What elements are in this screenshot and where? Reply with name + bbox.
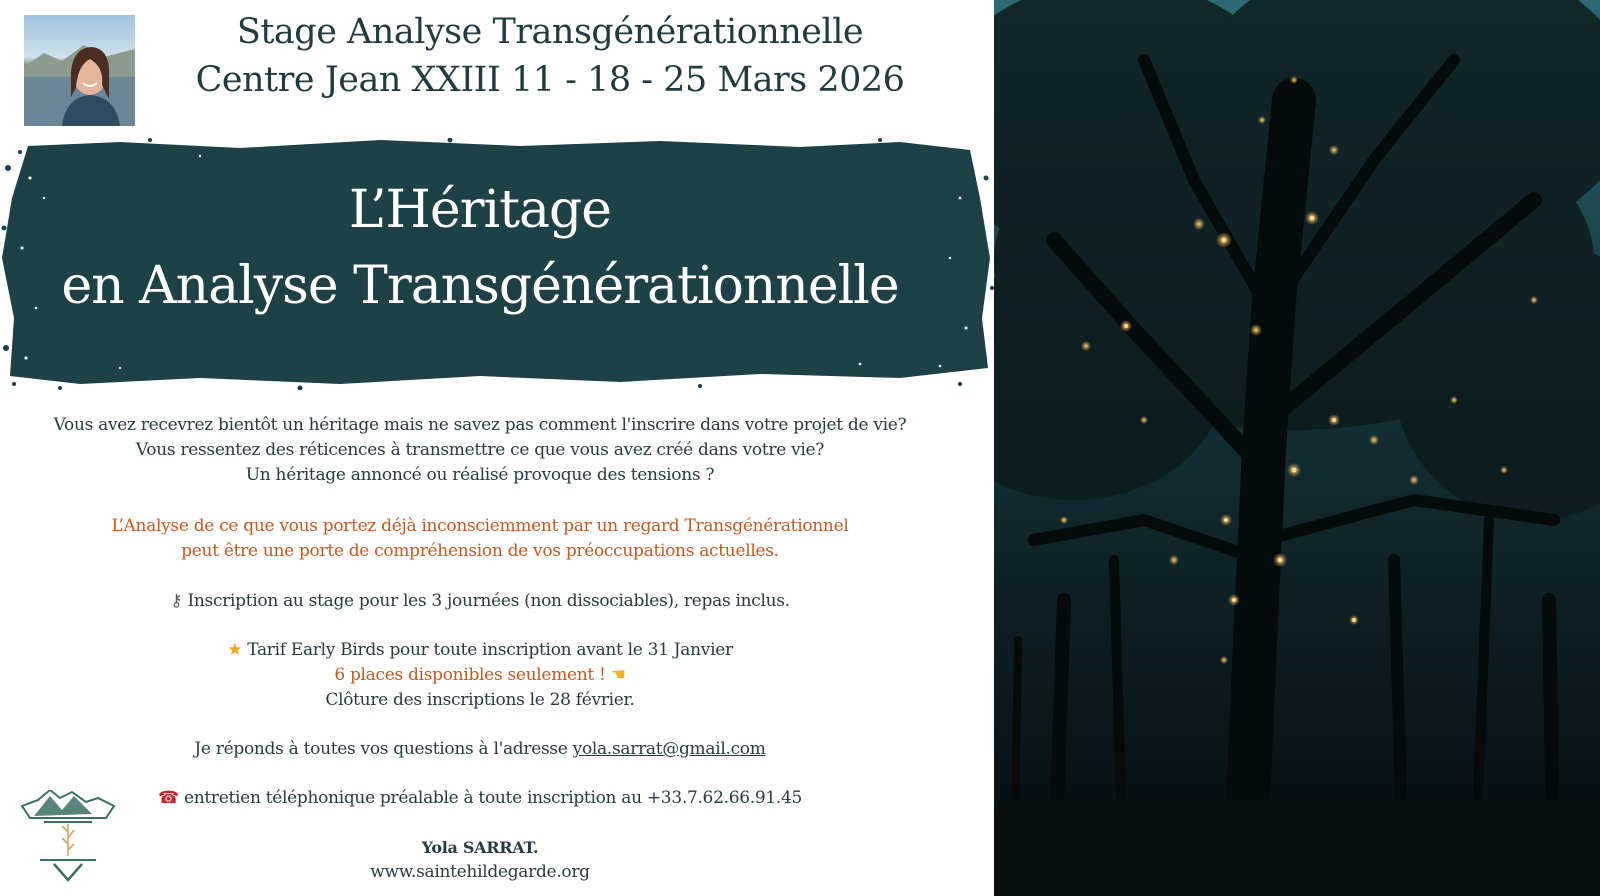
telephone-icon: ☎ xyxy=(157,788,179,808)
questions-line xyxy=(0,737,960,762)
inscription-line xyxy=(0,589,960,614)
inscription-text: Inscription au stage pour les 3 journées (non dissociables), repas inclus. xyxy=(187,591,790,611)
highlight-line-2: peut être une porte de compréhension de vos préoccupations actuelles. xyxy=(181,541,779,561)
places-text: 6 places disponibles seulement ! xyxy=(334,665,606,685)
title-banner xyxy=(0,138,994,390)
header-title-line1: Stage Analyse Transgénérationnelle xyxy=(236,12,864,52)
key-icon: ⚷ xyxy=(170,591,183,611)
question-3: Un héritage annoncé ou réalisé provoque des tensions ? xyxy=(245,465,715,485)
tarif-text: Tarif Early Birds pour toute inscription avant le 31 Janvier xyxy=(247,640,733,660)
highlight-line-1: L’Analyse de ce que vous portez déjà inconsciemment par un regard Transgénérationnel xyxy=(111,516,849,536)
website-link[interactable]: www.saintehildegarde.org xyxy=(370,862,590,882)
cloture-text: Clôture des inscriptions le 28 février. xyxy=(325,690,635,710)
banner-title-line1: L’Héritage xyxy=(348,180,612,240)
question-2: Vous ressentez des réticences à transmettre ce que vous avez créé dans votre vie? xyxy=(135,440,825,460)
email-link[interactable]: yola.sarrat@gmail.com xyxy=(572,739,766,759)
tarif-line xyxy=(0,638,960,663)
header-title-line2: Centre Jean XXIII 11 - 18 - 25 Mars 2026 xyxy=(195,60,905,100)
avatar-photo xyxy=(24,15,135,126)
phone-text: entretien téléphonique préalable à toute inscription au +33.7.62.66.91.45 xyxy=(183,788,803,808)
pointing-hand-icon: ☚ xyxy=(610,665,626,685)
questions-text: Je réponds à toutes vos questions à l'adresse xyxy=(194,739,573,759)
phone-line xyxy=(0,786,960,811)
brand-logo xyxy=(20,790,116,882)
banner-title-line2: en Analyse Transgénérationnelle xyxy=(61,256,899,316)
signature: Yola SARRAT. xyxy=(421,838,539,857)
star-icon: ★ xyxy=(227,640,243,660)
forest-night-photo xyxy=(994,0,1600,896)
places-line xyxy=(0,663,960,688)
question-1: Vous avez recevrez bientôt un héritage mais ne savez pas comment l'inscrire dans votre projet de vie? xyxy=(53,415,907,435)
